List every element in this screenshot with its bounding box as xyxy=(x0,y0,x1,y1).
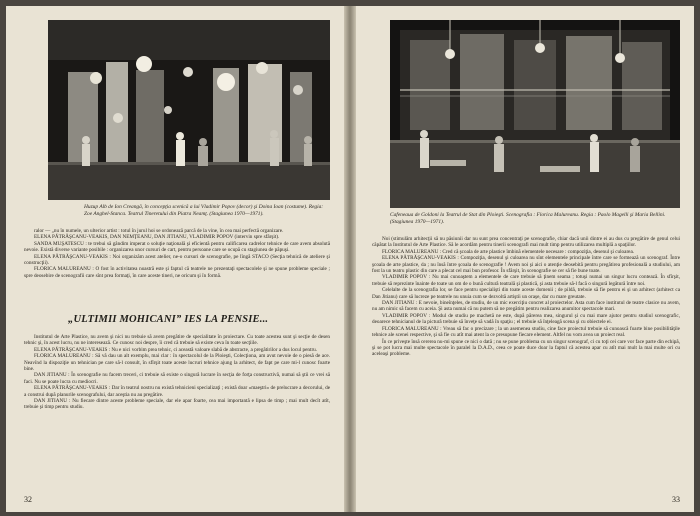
book-gutter xyxy=(344,6,356,512)
left-body-top xyxy=(24,228,330,279)
paragraph: DAN JITIANU : Nu fiecare dintre aceste probleme speciale, dar ele apar foarte, cea mai importantă e lipsa de timp ; mai mult decît atît, trebuie şi timp pentru studiu. xyxy=(24,398,330,411)
left-stage-photo xyxy=(48,20,330,200)
paragraph: DAN JITIANU : E nevoie, bineînţeles, de studiu, de un mic exerciţiu concret al proiectelor. Asta cum face institutul de teatre clasice nu avem, nu am nimic să facem cu aceia. Şi asta numai că nu putem să ne pregătim pentru realizarea anumitor spectacole mari. xyxy=(372,300,680,313)
paragraph: FLORICA MALUREANU : Vreau să fac o precizare ; la un asemenea studiu, cine face proiectul trebuie să cunoască foarte bine posibilităţile tehnice ale scenei respective, şi să fie cu atît mai atent la ce presupune fiecare element. Altfel nu vom avea un proiect real. xyxy=(372,325,680,339)
paragraph: VLADIMIR POPOV : Modul de studiu pe machetă ne este, după părerea mea, singurul şi cu mai mare ajutor pentru studiul scenografic, deoarece tehnicianul de la pictură trebuie să înveţe să vadă în spaţiu ; el trebuie să înţeleagă scena şi cu obiectele ei. xyxy=(372,312,680,326)
left-photo-caption: Huzup Alb de Ion Creangă, în concepţia scenică a lui Vladimir Popov (decor) şi Doina Ioan (costume). Regia: Zoe Anghel-Stanca. Teatrul Tineretului din Piatra Neamţ. (Stagiunea 1970—1971). xyxy=(84,204,324,217)
right-body xyxy=(372,236,680,498)
left-page xyxy=(6,6,344,512)
paragraph: FLORICA MALUREANU : Să vă dau un alt exemplu, mai clar : în spectacolul de la Ploieşti, Colecţiona, am avut nevoie de o piesă de ace. Neavînd la dispoziţie un tehnician pe care să-l consult, în sfîrşit toate aceste lucruri tehnice ajung la arhitect, de fapt pe care mi-l cunosc foarte bine. xyxy=(24,353,330,373)
paragraph: DAN JITIANU : În scenografie nu facem treceri, ci trebuie să existe o singură lucrare în secţia de forţa constructivă, numai să ştii ce vrei să faci. Nu se poate lucra cu mediocri. xyxy=(24,372,330,385)
paragraph: FLORICA MALUREANU : O fost în activitatea noastră este şi faptul că teatrele ne prezentaţi spectacolele şi ne spune probleme speciale ; spre deosebire de scenografii care sînt prea formaţi, în care aceste tineri, ne oricum şi în formă. xyxy=(24,266,330,279)
paragraph: ELENA PĂTRĂŞCANU-VEAKIS : Dar în teatrul nostru nu există tehnicieni specializaţi ; există doar «maeştri» de prelucrare a decorului, de a construi după planurile scenografului, dar aceştia nu au pregătire. xyxy=(24,385,330,398)
paragraph: ELENA PĂTRĂŞCANU-VEAKIS, DAN NEMŢEANU, DAN JITIANU, VLADIMIR POPOV (intervin spre sfârşit). xyxy=(34,234,280,241)
page-number: 33 xyxy=(672,495,680,504)
right-stage-photo xyxy=(390,20,680,208)
paragraph: FLORICA MALUREANU : Cred că şcoala de arte plastice îmbină elementele necesare : compoziţia, desenul şi culoarea. xyxy=(382,248,635,255)
paragraph: ELENA PĂTRĂŞCANU-VEAKIS : Noi organizăm acest atelier, ne-o cursuri de scenografie, pe lîngă STACO (Secţia tehnică de ateliere şi construcţii). xyxy=(24,253,330,267)
right-page xyxy=(356,6,694,512)
left-body-bottom xyxy=(24,334,330,494)
paragraph: Noi (stimulăm arhitecţii să nu păsiunii dar nu sunt prea concentraţi pe scenografie, chiar dacă unii dintre ei au dus cu pregătire de genul celui căpătat la Institutul de Arte Plastice. Să le acordăm pentru tinerii scenografi mai mult timp pentru utilizarea multiplă a spaţiilor. xyxy=(372,236,680,249)
paragraph: Celelalte de la scenografia lor, se face pentru specialişti din toate aceste domenii ; de pildă, trebuie să fie pentru ei şi un arhitect (arhitect ca Dan Jitianu) care să lucreze pe teatrele nu unuia cum se dezvoltă artiştii un oraşe, dar cu mare greutate. xyxy=(372,287,680,300)
paragraph: În ce priveşte însă cererea nu-mi spune ce nici o dată ; nu se pune problema cu un singur scenograf, ci cu toţi cei care vor face parte din echipă, şi se pot lucra mai multe spectacole în paralel la D.A.D., ceea ce poate duce doar la faptul că acestea apar cu atît mai mult la mai multe ori cu aceleaşi probleme. xyxy=(372,338,680,358)
paragraph: SANDA MUŞATESCU : te trebui să gândim imperat o soluţie naţională şi eficientă pentru calificarea cadrelor tehnice de care avem absolută nevoie. Există diverse variante posibile : organizarea unor cursuri de cart, pentru persoane care se ocupă cu stagiunea de păpuşi. xyxy=(24,240,330,254)
paragraph: Institutul de Arte Plastice, nu avem şi nici nu trebuie să avem pregătire de specialitate în proiectare. Cu toate acestea sunt şi secţie de desen tehnic şi, în acest lucru, nu ne interesează. Ce cunosc noi despre, îi cred că trebuie să existe ceva în toate secţiile. xyxy=(24,334,330,347)
paragraph: ELENA PĂTRĂŞCANU-VEAKIS : Nu e nici vorbim prea tehnic, ci această valoare slabă de abstracte, a pregătirilor a dus locul pentru. xyxy=(34,346,318,353)
paragraph: ELENA PĂTRĂŞCANU-VEAKIS : Compoziţia, desenul şi culoarea nu sînt elementele principale între care se formează un scenograf. Între şcoala de arte plastice, da ; nu însă între şcoala de scenografie ! Avem noi şi aici o atenţie deosebită pentru pregătirea profesională a studiului, am fost la un teatru plastic din care a plecat cel mai bun profesor. În sfârşit, în scenografie se cer să fie bune toate. xyxy=(372,255,680,275)
paragraph: ralor — „nu în numele, un ulterior artist : totul în jurul hoi se ordonează parcă de la vine, în cea mai perfectă organizare. xyxy=(34,228,284,234)
page-number: 32 xyxy=(24,495,32,504)
right-photo-caption: Cafeneaua de Goldoni la Teatrul de Stat din Ploieşti. Scenografia : Florica Malureanu. Regia : Paolo Magelli şi Maria Bellini. (Stagiunea 1970—1971). xyxy=(390,212,666,225)
section-heading: „ULTIMII MOHICANI” IES LA PENSIE... xyxy=(68,314,269,325)
paragraph: VLADIMIR POPOV : Nu mai cunoaştem a elementele de care trebuie să ţinem seama ; totuşi numai un singur lucru contează. În sfîrşit, trebuie să reprezinte înainte de toate un om de o bună cultură teatrală şi plastică, şi asta trebuie să-l facă o singură legătură între noi. xyxy=(372,274,680,287)
